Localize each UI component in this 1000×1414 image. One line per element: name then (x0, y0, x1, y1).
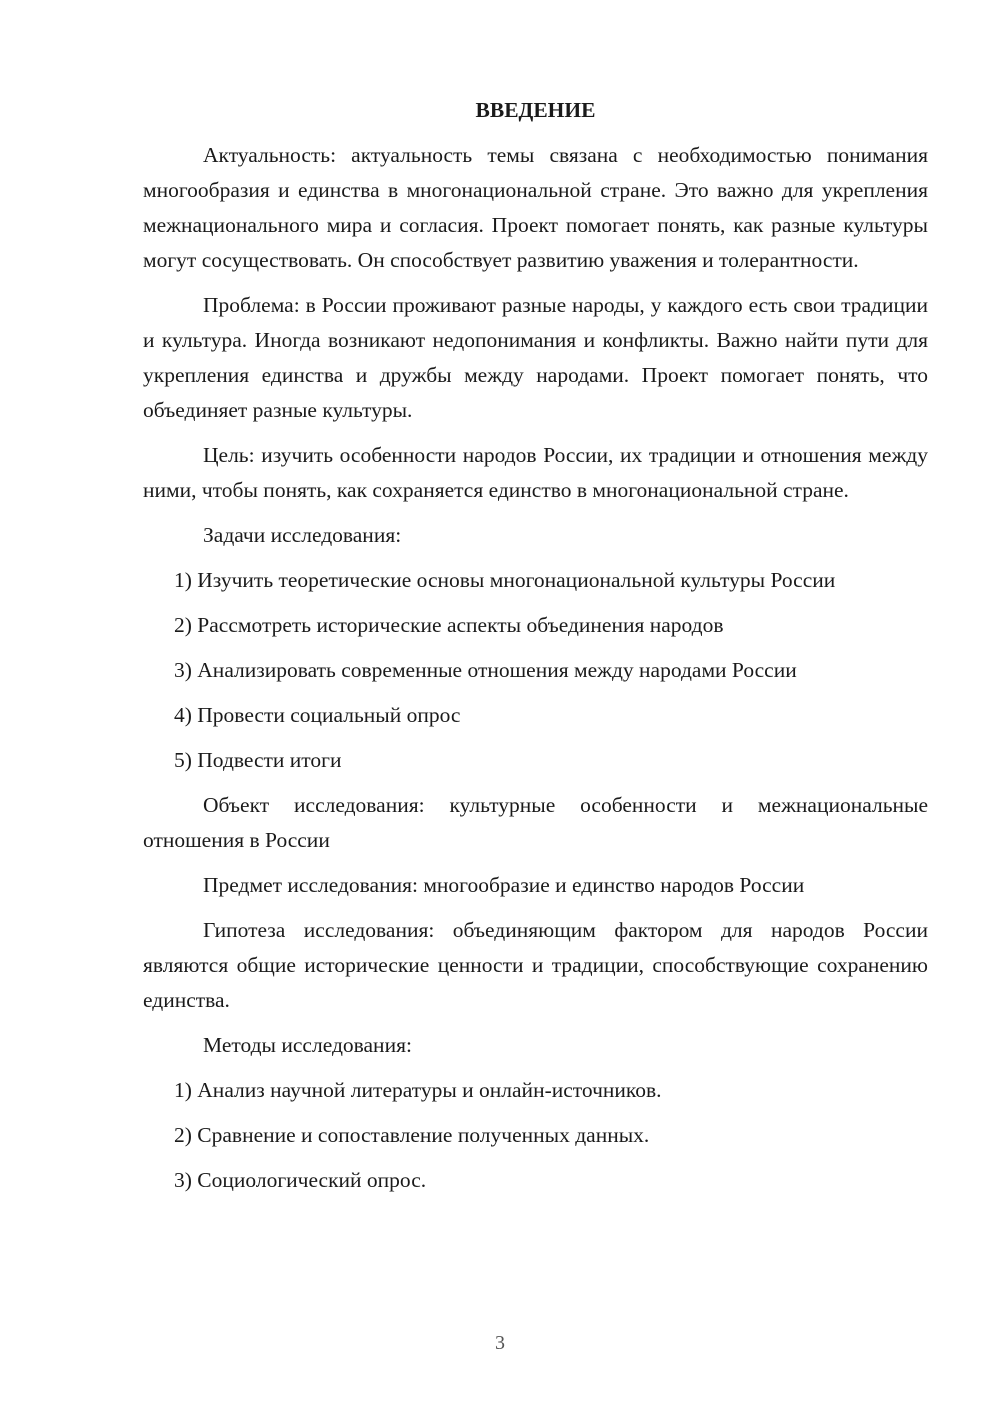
method-item: 3) Социологический опрос. (174, 1168, 427, 1192)
document-page (143, 92, 928, 1208)
method-item: 1) Анализ научной литературы и онлайн-источников. (174, 1078, 662, 1102)
goal-paragraph: Цель: изучить особенности народов России, их традиции и отношения между ними, чтобы понять, как сохраняется единство в многонациональной стране. (143, 443, 928, 502)
task-item: 5) Подвести итоги (174, 748, 342, 772)
methods-heading: Методы исследования: (203, 1033, 412, 1057)
tasks-heading: Задачи исследования: (203, 523, 402, 547)
problem-paragraph: Проблема: в России проживают разные народы, у каждого есть свои традиции и культура. Иногда возникают недопонимания и конфликты. Важно найти пути для укрепления единства и дружбы между народами. Проект помогает понять, что объединяет разные культуры. (143, 293, 928, 422)
task-item: 3) Анализировать современные отношения между народами России (174, 658, 797, 682)
subject-paragraph: Предмет исследования: многообразие и единство народов России (203, 873, 805, 897)
task-item: 4) Провести социальный опрос (174, 703, 461, 727)
method-item: 2) Сравнение и сопоставление полученных данных. (174, 1123, 650, 1147)
hypothesis-paragraph: Гипотеза исследования: объединяющим фактором для народов России являются общие исторические ценности и традиции, способствующие сохранению единства. (143, 918, 928, 1012)
task-item: 2) Рассмотреть исторические аспекты объединения народов (174, 613, 724, 637)
section-title: ВВЕДЕНИЕ (475, 98, 596, 122)
object-paragraph: Объект исследования: культурные особенности и межнациональные отношения в России (143, 793, 928, 852)
task-item: 1) Изучить теоретические основы многонациональной культуры России (174, 568, 836, 592)
page-number: 3 (495, 1332, 505, 1354)
relevance-paragraph: Актуальность: актуальность темы связана с необходимостью понимания многообразия и единства в многонациональной стране. Это важно для укрепления межнационального мира и согласия. Проект помогает понять, как разные культуры могут сосуществовать. Он способствует развитию уважения и толерантности. (143, 143, 928, 272)
